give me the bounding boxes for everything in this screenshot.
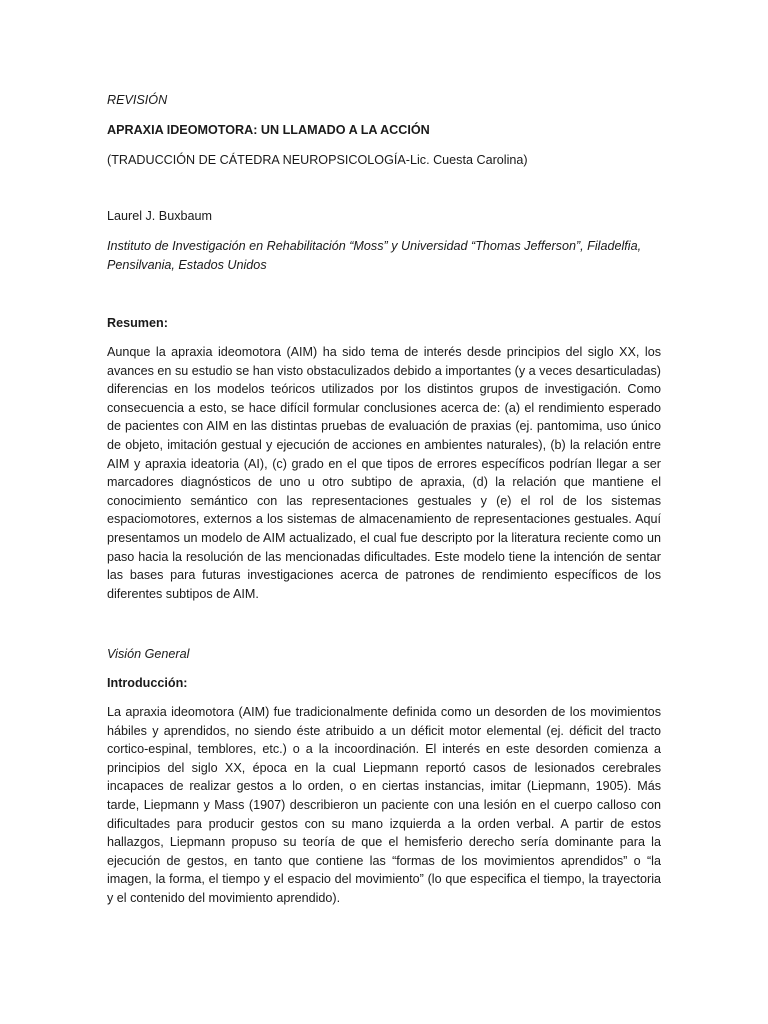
- abstract-heading: Resumen:: [107, 316, 168, 330]
- author-name: Laurel J. Buxbaum: [107, 209, 213, 223]
- introduction-heading: Introducción:: [107, 676, 188, 690]
- author-affiliation: Instituto de Investigación en Rehabilitación “Moss” y Universidad “Thomas Jefferson”, Filadelfia, Pensilvania, Estados Unidos: [107, 239, 642, 272]
- introduction-text: La apraxia ideomotora (AIM) fue tradicionalmente definida como un desorden de los movimientos hábiles y aprendidos, no siendo éste atribuido a un déficit motor elemental (ej. déficit del tracto cortico-espinal, temblores, etc.) o a la incoordinación. El interés en este desorden comienza a principios del siglo XX, época en la cual Liepmann reportó casos de lesionados cerebrales incapaces de realizar gestos a lo orden, o en ciertas instancias, imitar (Liepmann, 1905). Más tarde, Liepmann y Mass (1907) describieron un paciente con una lesión en el cuerpo calloso con dificultades para producir gestos con su mano izquierda a la orden verbal. A partir de estos hallazgos, Liepmann propuso su teoría de que el hemisferio derecho sería dominante para la ejecución de gestos, en tanto que contiene las “formas de los movimientos aprendidos” o “la imagen, la forma, el tiempo y el espacio del movimiento” (lo que especifica el tiempo, la trayectoria y el contenido del movimiento aprendido).: [107, 705, 661, 905]
- translation-note: (TRADUCCIÓN DE CÁTEDRA NEUROPSICOLOGÍA-Lic. Cuesta Carolina): [107, 153, 528, 167]
- article-title: APRAXIA IDEOMOTORA: UN LLAMADO A LA ACCIÓN: [107, 123, 430, 137]
- section-label-overview: Visión General: [107, 647, 190, 661]
- abstract-text: Aunque la apraxia ideomotora (AIM) ha sido tema de interés desde principios del siglo XX, los avances en su estudio se han visto obstaculizados debido a importantes (y a veces desarticuladas) diferencias en los modelos teóricos utilizados por los distintos grupos de investigación. Como consecuencia a esto, se hace difícil formular conclusiones acerca de: (a) el rendimiento esperado de pacientes con AIM en las distintas pruebas de evaluación de praxias (ej. pantomima, uso único de objeto, imitación gestual y ejecución de acciones en ambientes naturales), (b) la relación entre AIM y apraxia ideatoria (AI), (c) grado en el que tipos de errores específicos podrían llegar a ser marcadores diagnósticos de uno u otro subtipo de apraxia, (d) la relación que mantiene el conocimiento semántico con las representaciones gestuales y (e) el rol de los sistemas espaciomotores, externos a los sistemas de almacenamiento de representaciones gestuales. Aquí presentamos un modelo de AIM actualizado, el cual fue descripto por la literatura reciente como un paso hacia la resolución de las mencionadas dificultades. Este modelo tiene la intención de sentar las bases para futuras investigaciones acerca de patrones de rendimiento específicos de los diferentes subtipos de AIM.: [107, 345, 661, 601]
- section-label-revision: REVISIÓN: [107, 93, 168, 107]
